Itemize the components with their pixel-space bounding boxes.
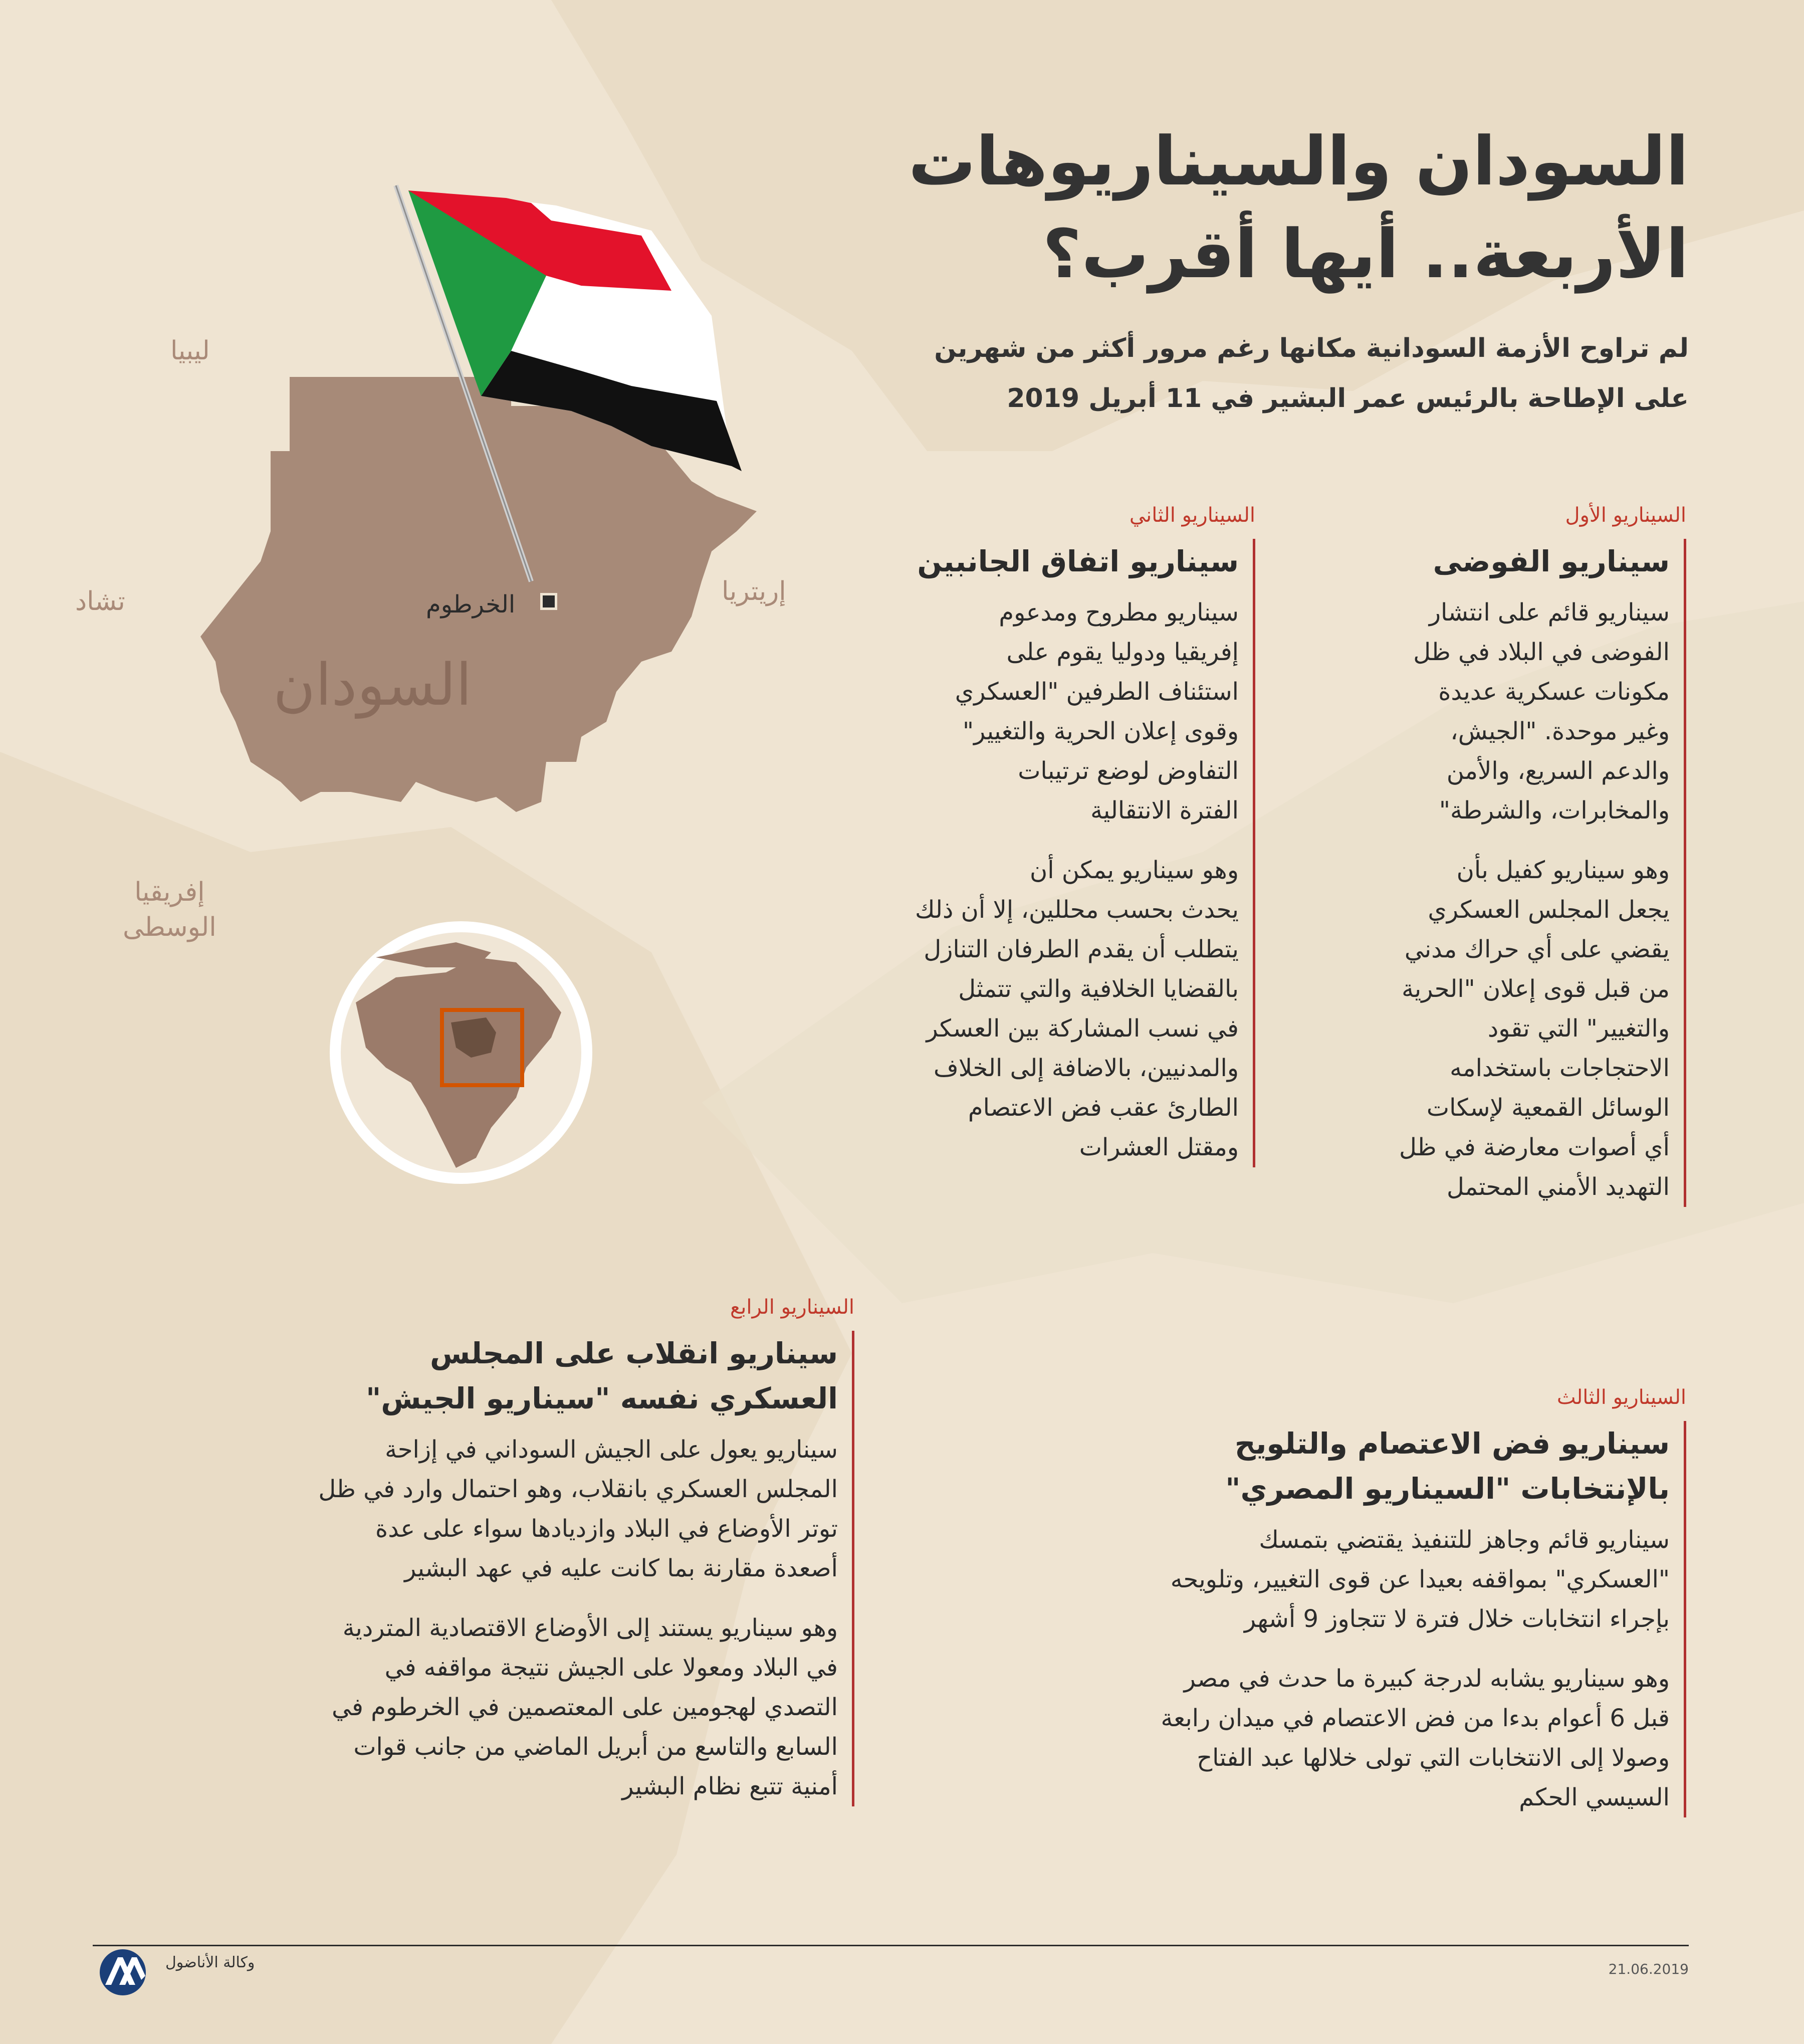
country-label: السودان: [273, 652, 472, 719]
sudan-flag: [381, 175, 782, 601]
anadolu-agency-logo: [95, 1945, 155, 2000]
scenario-tag: السيناريو الأول: [1565, 504, 1686, 527]
scenario-body: [1366, 539, 1686, 1207]
neighbor-chad: تشاد: [75, 586, 125, 617]
neighbor-eritrea: إريتريا: [722, 576, 786, 606]
neighbor-libya: ليبيا: [170, 336, 210, 366]
scenario-first: [1366, 504, 1686, 1207]
scenario-heading: سيناريو انقلاب على المجلس العسكري نفسه "سيناريو الجيش": [366, 1336, 838, 1415]
scenario-paragraph: وهو سيناريو كفيل بأن يجعل المجلس العسكري يقضي على أي حراك مدني من قبل قوى إعلان "الحرية والتغيير" التي تقود الاحتجاجات باستخدامه الوسائل القمعية لإسكات أي أصوات معارضة في ظل التهديد الأمني المحتمل: [1399, 856, 1670, 1201]
scenario-paragraph: وهو سيناريو يشابه لدرجة كبيرة ما حدث في مصر قبل 6 أعوام بدءا من فض الاعتصام في ميدان رابعة وصولا إلى الانتخابات التي تولى خلالها عبد الفتاح السيسي الحكم: [1161, 1665, 1670, 1811]
scenario-body: [874, 539, 1255, 1167]
scenario-paragraph: سيناريو يعول على الجيش السوداني في إزاحة المجلس العسكري بانقلاب، وهو احتمال وارد في ظل توتر الأوضاع في البلاد وازديادها سواء على عدة أصعدة مقارنة بما كانت عليه في عهد البشير: [318, 1436, 838, 1582]
neighbor-car: إفريقيا الوسطى: [123, 877, 216, 942]
page-title: السودان والسيناريوهات الأربعة.. أيها أقرب؟: [908, 122, 1689, 293]
scenario-third: [1085, 1386, 1686, 1817]
scenario-tag: السيناريو الرابع: [730, 1296, 854, 1319]
page-subtitle: لم تراوح الأزمة السودانية مكانها رغم مرور أكثر من شهرين على الإطاحة بالرئيس عمر البشير في 11 أبريل 2019: [934, 333, 1689, 414]
africa-locator-globe: [326, 917, 596, 1188]
publish-date: 21.06.2019: [1608, 1961, 1689, 1977]
agency-name: وكالة الأناضول: [165, 1954, 255, 1971]
scenario-paragraph: سيناريو مطروح ومدعوم إفريقيا ودوليا يقوم على استئناف الطرفين "العسكري وقوى إعلان الحرية والتغيير" التفاوض لوضع ترتيبات الفترة الانتقالية: [955, 598, 1239, 825]
scenario-second: [874, 504, 1255, 1167]
capital-label: الخرطوم: [426, 590, 516, 619]
scenario-heading: سيناريو الفوضى: [1433, 544, 1670, 578]
scenario-tag: السيناريو الثالث: [1556, 1386, 1686, 1409]
scenario-paragraph: سيناريو قائم على انتشار الفوضى في البلاد في ظل مكونات عسكرية عديدة وغير موحدة. "الجيش، والدعم السريع، والأمن والمخابرات، والشرطة": [1413, 598, 1670, 825]
scenario-paragraph: وهو سيناريو يستند إلى الأوضاع الاقتصادية المتردية في البلاد ومعولا على الجيش نتيجة مواقفه في التصدي لهجومين على المعتصمين في الخرطوم في السابع والتاسع من أبريل الماضي من جانب قوات أمنية تتبع نظام البشير: [332, 1614, 838, 1800]
scenario-body: [1085, 1421, 1686, 1817]
scenario-heading: سيناريو فض الاعتصام والتلويح بالإنتخابات "السيناريو المصري": [1225, 1426, 1670, 1506]
scenario-tag: السيناريو الثاني: [1129, 504, 1255, 527]
scenario-paragraph: وهو سيناريو يمكن أن يحدث بحسب محللين، إلا أن ذلك يتطلب أن يقدم الطرفان التنازل بالقضايا الخلافية والتي تتمثل في نسب المشاركة بين العسكر والمدنيين، بالاضافة إلى الخلاف الطارئ عقب فض الاعتصام ومقتل العشرات: [915, 856, 1239, 1161]
scenario-fourth: [238, 1296, 854, 1806]
footer-divider: [93, 1945, 1689, 1946]
scenario-body: [238, 1331, 854, 1806]
scenario-heading: سيناريو اتفاق الجانبين: [917, 544, 1239, 578]
scenario-paragraph: سيناريو قائم وجاهز للتنفيذ يقتضي بتمسك "العسكري" بمواقفه بعيدا عن قوى التغيير، وتلويحه بإجراء انتخابات خلال فترة لا تتجاوز 9 أشهر: [1170, 1526, 1670, 1633]
khartoum-marker: [540, 593, 557, 610]
